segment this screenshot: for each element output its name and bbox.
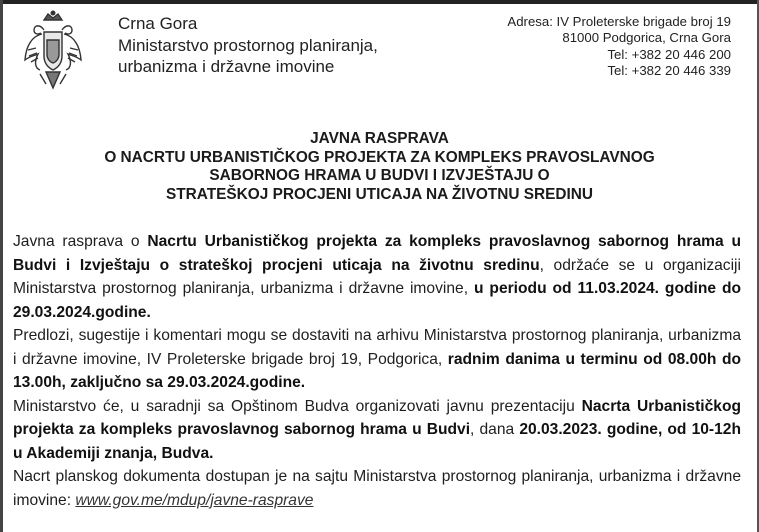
phone-line-2: Tel: +382 20 446 339 bbox=[607, 63, 731, 79]
left-border bbox=[0, 0, 3, 532]
org-line-3: urbanizma i državne imovine bbox=[118, 57, 335, 76]
title-line-4: STRATEŠKOJ PROCJENI UTICAJA NA ŽIVOTNU SREDINU bbox=[166, 185, 593, 203]
title-line-3: SABORNOG HRAMA U BUDVI I IZVJEŠTAJU O bbox=[209, 167, 550, 185]
org-line-2: Ministarstvo prostornog planiranja, bbox=[118, 35, 378, 55]
notice-title bbox=[0, 130, 759, 204]
montenegro-coat-of-arms-icon bbox=[22, 10, 84, 94]
bold-date-venue: 20.03.2023. godine, od 10-12h u Akademiji znanja, Budva. bbox=[13, 421, 741, 462]
top-border bbox=[0, 0, 759, 4]
text: Predlozi, sugestije i komentari mogu se dostaviti na arhivu Ministarstva prostornog planiranja, urbanizma i državne imovine, IV Proleterske brigade broj 19, Podgorica, bbox=[13, 327, 741, 368]
title-line-2: O NACRTU URBANISTIČKOG PROJEKTA ZA KOMPLEKS PRAVOSLAVNOG bbox=[104, 148, 655, 166]
paragraph-submissions bbox=[13, 324, 741, 395]
phone-line-1: Tel: +382 20 446 200 bbox=[607, 46, 731, 62]
org-line-1: Crna Gora bbox=[118, 14, 198, 33]
address-line-2: 81000 Podgorica, Crna Gora bbox=[562, 30, 731, 46]
organization-name bbox=[118, 13, 378, 78]
paragraph-availability bbox=[13, 465, 741, 512]
paragraph-presentation bbox=[13, 395, 741, 466]
website-link[interactable]: www.gov.me/mdup/javne-rasprave bbox=[75, 491, 314, 509]
contact-address bbox=[507, 14, 731, 80]
title-line-1: JAVNA RASPRAVA bbox=[310, 130, 449, 147]
bold-text: Nacrtu Urbanističkog projekta za kompleks pravoslavnog sabornog hrama u Budvi i Izvještaju o strateškoj procjeni uticaja na životnu sredinu bbox=[13, 233, 741, 274]
text: , dana bbox=[470, 421, 520, 438]
text: Ministarstvo će, u saradnji sa Opštinom Budva organizovati javnu prezentaciju bbox=[13, 397, 582, 415]
address-line-1: Adresa: IV Proleterske brigade broj 19 bbox=[507, 14, 731, 29]
text: Nacrt planskog dokumenta dostupan je na sajtu Ministarstva prostornog planiranja, urbanizma i državne imovine: bbox=[13, 468, 741, 509]
paragraph-announcement bbox=[13, 230, 741, 324]
bold-dates: u periodu od 11.03.2024. godine do 29.03.2024.godine. bbox=[13, 280, 742, 321]
notice-body bbox=[13, 230, 741, 512]
text: Javna rasprava o bbox=[13, 233, 148, 250]
bold-hours: radnim danima u terminu od 08.00h do 13.00h, zaključno sa 29.03.2024.godine. bbox=[13, 350, 741, 391]
bold-text: Nacrta Urbanističkog projekta za kompleks pravoslavnog sabornog hrama u Budvi bbox=[13, 397, 741, 438]
text: , održaće se u organizaciji Ministarstva prostornog planiranja, urbanizma i državne imovine, bbox=[13, 256, 741, 297]
